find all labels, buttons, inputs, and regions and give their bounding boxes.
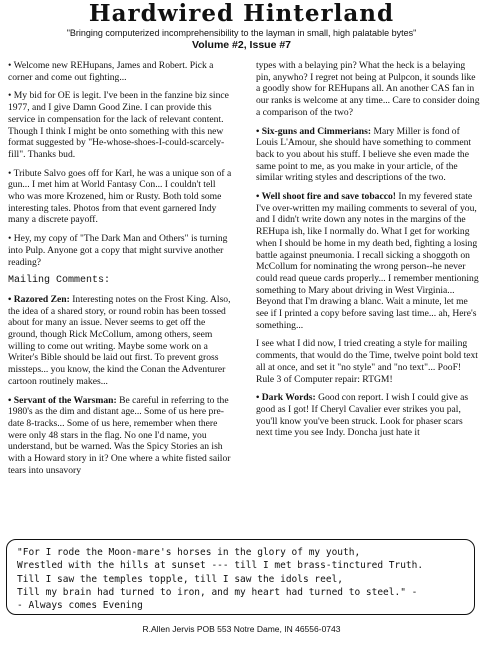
quote-line: Till my brain had turned to iron, and my heart had turned to steel." -: [17, 586, 418, 598]
masthead: [0, 0, 483, 52]
poem-quote-box: [6, 539, 475, 615]
oe-bid-paragraph: • My bid for OE is legit. I've been in the fanzine biz since 1977, and I give Damn Good Zine. I can provide this service in compensation for the lack of relevant content. Though I think I might be onto something with this new format suggested by "He-whose-shoes-I-could-scarcely-fill". Thanks bud.: [8, 90, 229, 160]
dark-man-paragraph: • Hey, my copy of "The Dark Man and Others" is turning into Pulp. Anyone got a copy that might survive another reading?: [8, 233, 228, 268]
comment-title: • Razored Zen:: [8, 293, 70, 305]
belaying-pin-paragraph: types with a belaying pin? What the heck is a belaying pin, anywho? I regret not being at Pulpcon, it sounds like a goodly show for REHupans all. An another CAS fan in our ranks is welcome at any time... Care to consider doing a comparison of the two?: [256, 60, 480, 118]
dark-words-comment: [256, 392, 480, 439]
six-guns-comment: [256, 126, 480, 185]
welcome-paragraph: • Welcome new REHupans, James and Robert. Pick a corner and come out fighting...: [8, 60, 214, 83]
comment-body: Good con report. I wish I could give as good as I got! If Cheryl Cavalier ever strikes you pal, you'll know you've been struck. Look for phaser scars next time you see Indy. Doncha just hate it: [256, 392, 469, 439]
comment-title: • Well shoot fire and save tobacco!: [256, 191, 396, 203]
quote-line: "For I rode the Moon-mare's horses in the glory of my youth,: [17, 547, 361, 558]
left-column: [8, 60, 232, 484]
quote-attribution: - Always comes Evening: [17, 600, 143, 612]
comment-title: • Dark Words:: [256, 392, 316, 404]
tribute-paragraph: • Tribute Salvo goes off for Karl, he was a unique son of a gun... I met him at World Fantasy Con... I couldn't tell who was more Krozened, him or Rusty. Both told some interesting tales. Photos from that event garnered Indy many a discrete payoff.: [8, 167, 232, 226]
mailing-address: R.Allen Jervis POB 553 Notre Dame, IN 46556-0743: [142, 624, 341, 634]
shoot-fire-comment: [256, 191, 480, 331]
comment-title: • Servant of the Warsman:: [8, 394, 117, 406]
mailing-comments-heading: Mailing Comments:: [8, 275, 111, 287]
issue-number: Volume #2, Issue #7: [191, 39, 292, 51]
comment-body: Mary Miller is fond of Louis L'Amour, she should have something to comment back to you about his stuff. I believe she even made the same point to me, as you make in your article, of the similar writing styles and descriptions of the two.: [256, 125, 472, 184]
zine-tagline: "Bringing computerized incomprehensibility to the layman in small, high palatable bytes": [66, 28, 417, 38]
comment-body: In my fevered state I've over-written my mailing comments to several of you, and I didn't write down any notes in the margins of the REHupa ish, like I normally do. What I get for working when I should be home in my death bed, fighting a losing battle against pneumonia. I recall sicking a shoggoth on McCollum for nominating the wrong person--he never could read queue cards properly... I remember mentioning something to Mary about driving in West Virginia... Beyond that I'm drawing a blanc. Wait a minute, let me see if I printed a copy before saving last time... ah, Here's something...: [256, 191, 479, 331]
comment-title: • Six-guns and Cimmerians:: [256, 125, 372, 137]
style-note-paragraph: I see what I did now, I tried creating a style for mailing comments, that would do the Time, twelve point bold text all at once, and set it "no style" and "no text"... PooF! Rule 3 of Computer repair: RTGM!: [256, 338, 478, 385]
razored-zen-comment: [8, 294, 232, 388]
comment-body: Be careful in referring to the 1980's as the dim and distant age... Some of us here pre-date 8-tracks... Some of us here, remember when there were only 48 stars in the flag. No one I'd name, you understand, but be warned. Was the Spicy Stories an ish with a Howard story in it? One where a white fisted sailor tears into unsavory: [8, 394, 231, 476]
quote-line: Till I saw the temples topple, till I saw the idols reel,: [17, 573, 344, 585]
zine-title: Hardwired Hinterland: [88, 0, 395, 27]
comment-body: Interesting notes on the Frost King. Also, the idea of a shared story, or round robin has been tossed about for many an issue. Never seems to get off the ground, though Rick McCollum, among others, seem willing to come out writing. Maybe some work on a Writer's Bible should be laid out first. To prevent gross missteps... you know, the kind the Conan the Adventurer cartoon routinely makes...: [8, 293, 231, 387]
right-column: [256, 60, 480, 446]
quote-line: Wrestled with the hills at sunset --- till I met brass-tinctured Truth.: [17, 560, 424, 572]
servant-warsman-comment: [8, 395, 232, 477]
